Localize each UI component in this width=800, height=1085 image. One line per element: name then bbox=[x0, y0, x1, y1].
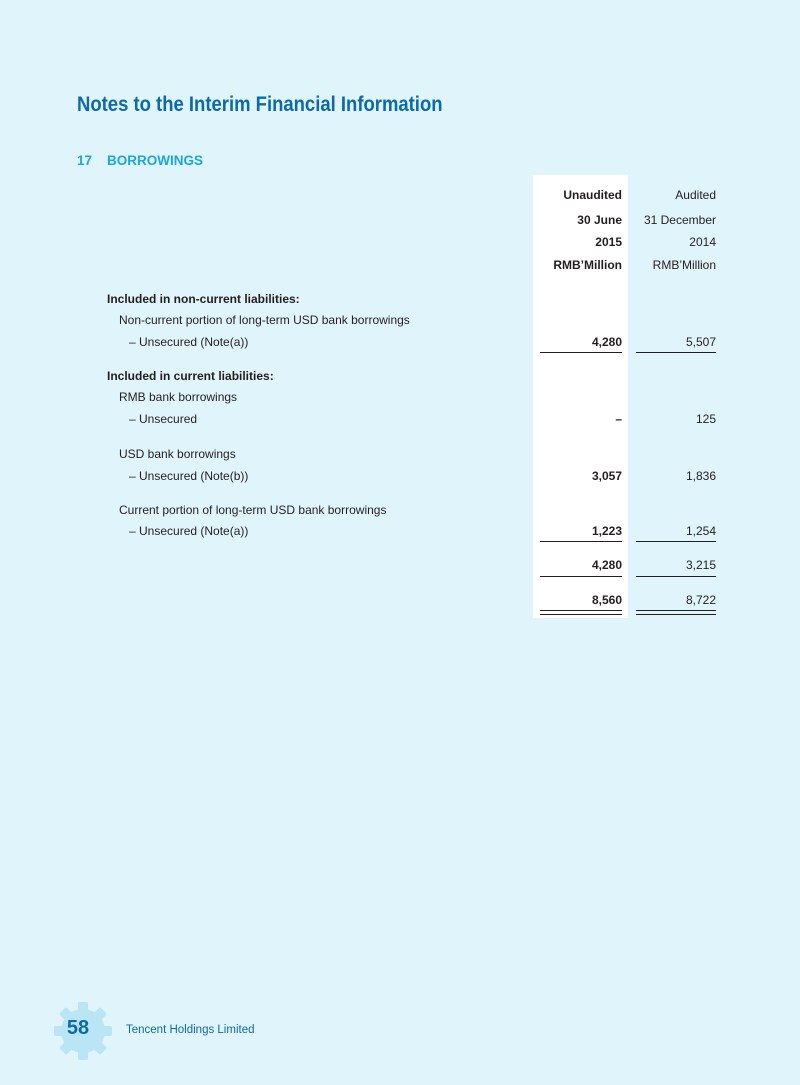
curportion-sub: – Unsecured (Note(a)) bbox=[129, 524, 249, 538]
col1-header-year: 2015 bbox=[595, 235, 622, 249]
curportion-value-2015: 1,223 bbox=[591, 524, 622, 538]
usd-item: USD bank borrowings bbox=[119, 447, 236, 461]
col2-header-status: Audited bbox=[675, 188, 716, 202]
rule-noncurrent-col1 bbox=[540, 352, 622, 353]
col1-header-date: 30 June bbox=[577, 213, 622, 227]
curportion-item: Current portion of long-term USD bank borrowings bbox=[119, 503, 387, 517]
noncurrent-sub: – Unsecured (Note(a)) bbox=[129, 335, 249, 349]
rmb-item: RMB bank borrowings bbox=[119, 390, 238, 404]
col2-header-date: 31 December bbox=[643, 213, 716, 227]
col2-header-unit: RMB’Million bbox=[652, 258, 716, 272]
section-heading bbox=[77, 153, 203, 168]
noncurrent-value-2014: 5,507 bbox=[685, 335, 716, 349]
page-title: Notes to the Interim Financial Information bbox=[77, 93, 443, 116]
rule-subtotal-col2 bbox=[636, 576, 716, 577]
grand-total-2014: 8,722 bbox=[685, 593, 716, 607]
current-heading: Included in current liabilities: bbox=[107, 369, 274, 383]
col1-header-status: Unaudited bbox=[563, 188, 622, 202]
noncurrent-value-2015: 4,280 bbox=[591, 335, 622, 349]
rmb-sub: – Unsecured bbox=[129, 412, 198, 426]
section-number: 17 bbox=[77, 153, 93, 168]
usd-value-2015: 3,057 bbox=[591, 469, 622, 483]
rule-current-col1 bbox=[540, 541, 622, 542]
noncurrent-heading: Included in non-current liabilities: bbox=[107, 292, 300, 306]
page-number: 58 bbox=[66, 1017, 90, 1039]
noncurrent-item: Non-current portion of long-term USD bank borrowings bbox=[119, 313, 410, 327]
current-total-2014: 3,215 bbox=[685, 558, 716, 572]
rule-current-col2 bbox=[636, 541, 716, 542]
col1-header-unit: RMB’Million bbox=[553, 258, 622, 272]
rmb-value-2014: 125 bbox=[695, 412, 716, 426]
rule-subtotal-col1 bbox=[540, 576, 622, 577]
curportion-value-2014: 1,254 bbox=[685, 524, 716, 538]
double-rule-col1 bbox=[540, 610, 622, 615]
current-total-2015: 4,280 bbox=[591, 558, 622, 572]
rule-noncurrent-col2 bbox=[636, 352, 716, 353]
double-rule-col2 bbox=[636, 610, 716, 615]
rmb-value-2015: – bbox=[615, 412, 622, 426]
col2-header-year: 2014 bbox=[689, 235, 716, 249]
usd-value-2014: 1,836 bbox=[685, 469, 716, 483]
grand-total-2015: 8,560 bbox=[591, 593, 622, 607]
usd-sub: – Unsecured (Note(b)) bbox=[129, 469, 249, 483]
section-title: BORROWINGS bbox=[107, 153, 203, 168]
company-name: Tencent Holdings Limited bbox=[126, 1024, 255, 1036]
